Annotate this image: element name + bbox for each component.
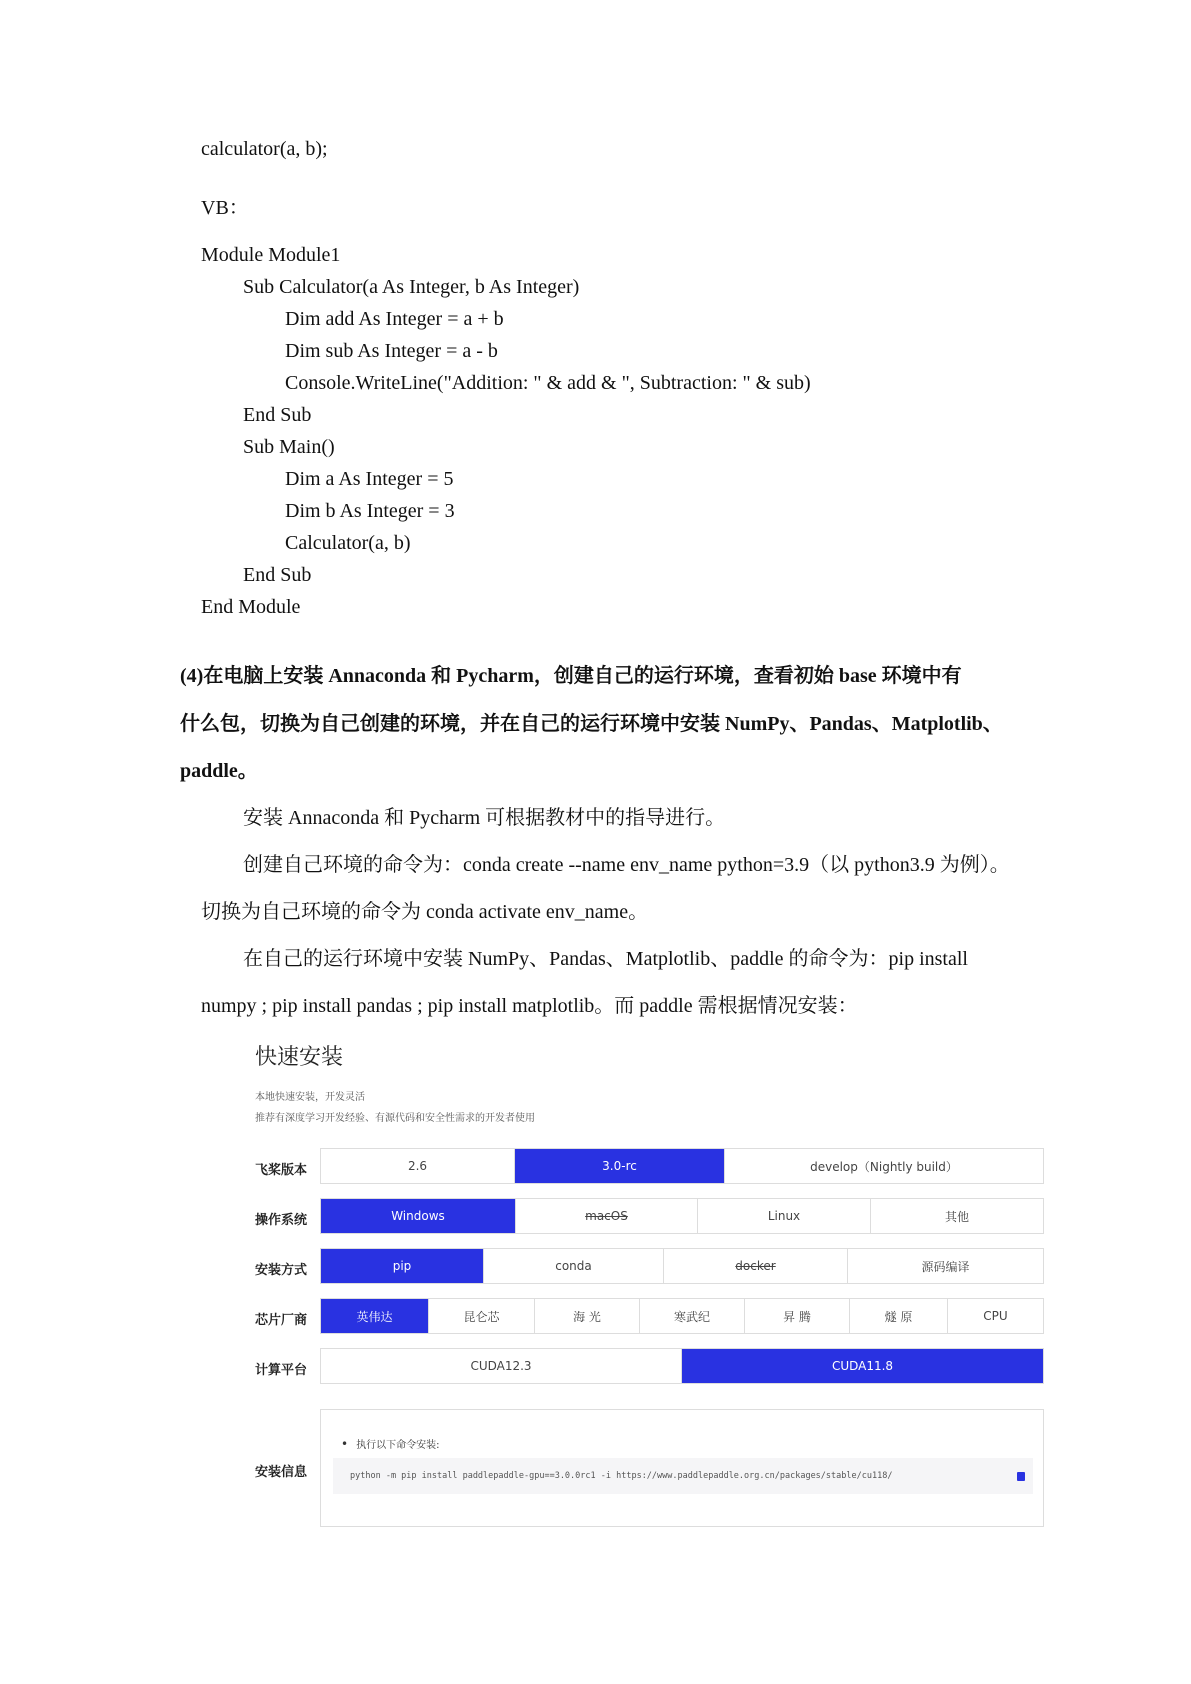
install-bullet: • 执行以下命令安装: xyxy=(341,1436,439,1451)
chip-option-hygon[interactable]: 海 光 xyxy=(535,1299,640,1333)
os-label: 操作系统 xyxy=(255,1213,308,1228)
code-line: Calculator(a, b) xyxy=(285,532,411,554)
install-title: 快速安装 xyxy=(255,1045,344,1070)
version-options xyxy=(320,1148,1044,1184)
chip-label: 芯片厂商 xyxy=(255,1313,308,1328)
version-option-3-0-rc[interactable]: 3.0-rc xyxy=(515,1149,725,1183)
method-option-source[interactable]: 源码编译 xyxy=(848,1249,1043,1283)
chip-option-cpu[interactable]: CPU xyxy=(948,1299,1043,1333)
version-label: 飞桨版本 xyxy=(255,1163,308,1178)
code-line: Dim b As Integer = 3 xyxy=(285,500,455,522)
code-line: Dim add As Integer = a + b xyxy=(285,308,504,330)
code-line: Sub Main() xyxy=(243,436,335,458)
method-option-docker[interactable]: docker xyxy=(664,1249,848,1283)
method-options xyxy=(320,1248,1044,1284)
answer-paragraph-4b: numpy ; pip install pandas ; pip install matplotlib。而 paddle 需根据情况安装： xyxy=(201,995,858,1017)
os-option-macos[interactable]: macOS xyxy=(516,1199,698,1233)
chip-option-cambricon[interactable]: 寒武纪 xyxy=(640,1299,745,1333)
chip-option-enflame[interactable]: 燧 原 xyxy=(850,1299,948,1333)
platform-option-cuda12-3[interactable]: CUDA12.3 xyxy=(321,1349,682,1383)
code-line: End Module xyxy=(201,596,301,618)
question-line-2: 什么包，切换为自己创建的环境，并在自己的运行环境中安装 NumPy、Pandas、Matplotlib、 xyxy=(180,713,1003,735)
platform-option-cuda11-8[interactable]: CUDA11.8 xyxy=(682,1349,1043,1383)
question-line-1: (4)在电脑上安装 Annaconda 和 Pycharm，创建自己的运行环境，查看初始 base 环境中有 xyxy=(180,665,962,687)
chip-options xyxy=(320,1298,1044,1334)
method-option-pip[interactable]: pip xyxy=(321,1249,484,1283)
code-line: Sub Calculator(a As Integer, b As Integer) xyxy=(243,276,580,298)
chip-option-ascend[interactable]: 昇 腾 xyxy=(745,1299,850,1333)
code-line: calculator(a, b); xyxy=(201,138,328,160)
method-label: 安装方式 xyxy=(255,1263,308,1278)
chip-option-nvidia[interactable]: 英伟达 xyxy=(321,1299,429,1333)
install-info-box xyxy=(320,1409,1044,1527)
method-option-conda[interactable]: conda xyxy=(484,1249,664,1283)
install-subtitle-1: 本地快速安装，开发灵活 xyxy=(255,1092,365,1103)
install-subtitle-2: 推荐有深度学习开发经验、有源代码和安全性需求的开发者使用 xyxy=(255,1113,535,1124)
answer-paragraph-2: 创建自己环境的命令为：conda create --name env_name python=3.9（以 python3.9 为例）。 xyxy=(243,854,1010,876)
code-line: End Sub xyxy=(243,564,312,586)
chip-option-kunlun[interactable]: 昆仑芯 xyxy=(429,1299,535,1333)
install-command[interactable]: python -m pip install paddlepaddle-gpu==3.0.0rc1 -i https://www.paddlepaddle.org.cn/packages/stable/cu118/ xyxy=(350,1471,893,1481)
os-option-other[interactable]: 其他 xyxy=(871,1199,1043,1233)
code-line: Dim a As Integer = 5 xyxy=(285,468,454,490)
version-option-develop[interactable]: develop（Nightly build） xyxy=(725,1149,1043,1183)
code-line: Dim sub As Integer = a - b xyxy=(285,340,498,362)
info-label: 安装信息 xyxy=(255,1465,308,1480)
os-option-windows[interactable]: Windows xyxy=(321,1199,516,1233)
answer-paragraph-1: 安装 Annaconda 和 Pycharm 可根据教材中的指导进行。 xyxy=(243,807,726,829)
install-widget xyxy=(255,1030,1045,1530)
os-options xyxy=(320,1198,1044,1234)
install-command-box xyxy=(333,1458,1033,1494)
copy-icon[interactable] xyxy=(1017,1472,1025,1481)
code-line: VB： xyxy=(201,197,249,219)
answer-paragraph-3: 切换为自己环境的命令为 conda activate env_name。 xyxy=(201,901,649,923)
code-line: End Sub xyxy=(243,404,312,426)
version-option-2-6[interactable]: 2.6 xyxy=(321,1149,515,1183)
code-line: Console.WriteLine("Addition: " & add & ", Subtraction: " & sub) xyxy=(285,372,811,394)
answer-paragraph-4a: 在自己的运行环境中安装 NumPy、Pandas、Matplotlib、paddle 的命令为：pip install xyxy=(243,948,968,970)
os-option-linux[interactable]: Linux xyxy=(698,1199,871,1233)
code-line: Module Module1 xyxy=(201,244,341,266)
question-line-3: paddle。 xyxy=(180,760,258,782)
platform-options xyxy=(320,1348,1044,1384)
platform-label: 计算平台 xyxy=(255,1363,308,1378)
